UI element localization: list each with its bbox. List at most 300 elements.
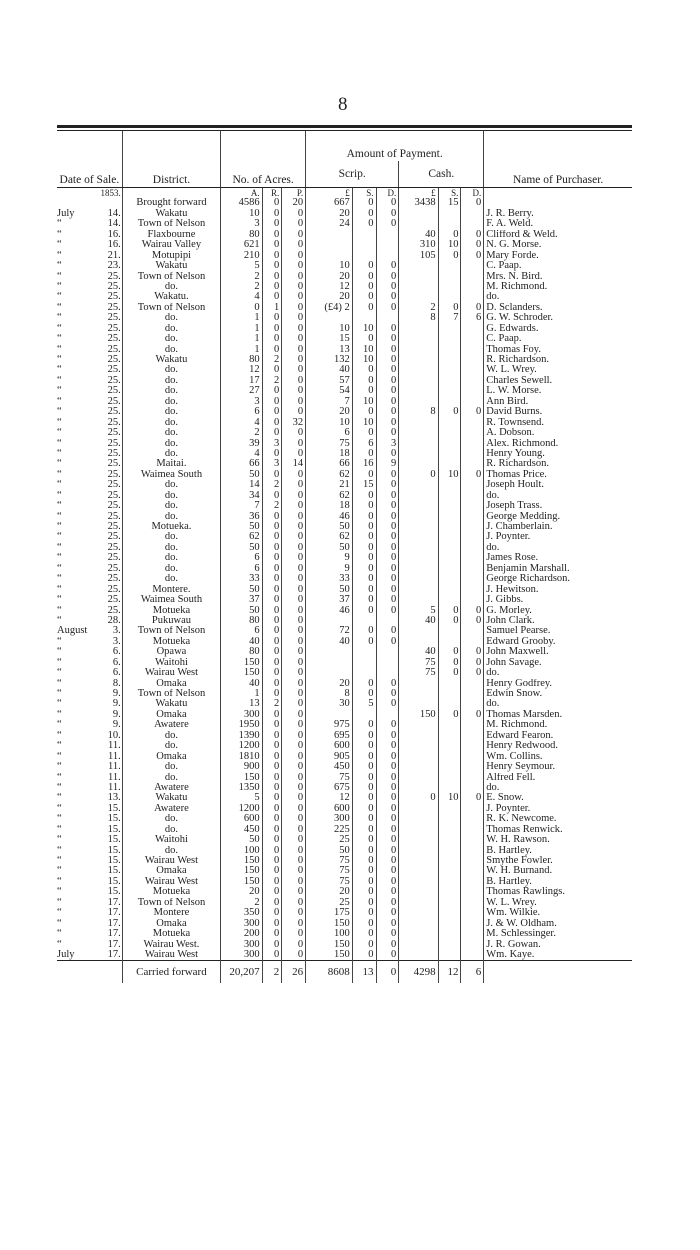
- scrip-pounds-cell: 20: [306, 209, 353, 219]
- acres-cell: 2: [221, 428, 262, 438]
- cash-shillings-cell: [438, 866, 461, 876]
- perches-cell: 0: [282, 209, 306, 219]
- scrip-shillings-cell: 0: [352, 835, 376, 845]
- purchaser-cell: Henry Seymour.: [484, 762, 632, 772]
- purchaser-cell: Alex. Richmond.: [484, 439, 632, 449]
- cash-shillings-cell: [438, 564, 461, 574]
- acres-cell: 39: [221, 439, 262, 449]
- scrip-pence-cell: [376, 230, 399, 240]
- acres-cell: 6: [221, 564, 262, 574]
- cash-pence-cell: [461, 866, 484, 876]
- scrip-pence-cell: 0: [376, 209, 399, 219]
- acres-cell: 4: [221, 418, 262, 428]
- acres-cell: 1: [221, 689, 262, 699]
- sale-day: 6.: [112, 647, 121, 658]
- roods-cell: 2: [262, 480, 282, 490]
- scrip-shillings-cell: 0: [352, 595, 376, 605]
- cash-pounds-cell: [399, 856, 438, 866]
- sale-month: “: [57, 501, 62, 512]
- acres-cell: 27: [221, 386, 262, 396]
- sale-row: [57, 480, 632, 490]
- scrip-pounds-cell: 18: [306, 501, 353, 511]
- sale-month: “: [57, 313, 62, 324]
- sale-month: “: [57, 396, 62, 407]
- district-cell: Town of Nelson: [122, 626, 220, 636]
- sale-month: “: [57, 219, 62, 230]
- perches-cell: 0: [282, 814, 306, 824]
- roods-cell: 0: [262, 585, 282, 595]
- sale-row: [57, 522, 632, 532]
- sale-month: “: [57, 689, 62, 699]
- cash-pence-cell: [461, 334, 484, 344]
- roods-cell: 0: [262, 209, 282, 219]
- acres-cell: 3: [221, 397, 262, 407]
- purchaser-cell: Thomas Foy.: [484, 345, 632, 355]
- sale-month: “: [57, 563, 62, 574]
- roods-cell: 0: [262, 846, 282, 856]
- scrip-pence-cell: 0: [376, 741, 399, 751]
- roods-cell: 0: [262, 793, 282, 803]
- perches-cell: 0: [282, 365, 306, 375]
- district-cell: Pukuwau: [122, 616, 220, 626]
- cash-shillings-cell: 0: [438, 668, 461, 678]
- scrip-pence-cell: [376, 240, 399, 250]
- scrip-pence-cell: [376, 710, 399, 720]
- purchaser-cell: Henry Godfrey.: [484, 679, 632, 689]
- cash-pounds-cell: 0: [399, 470, 438, 480]
- perches-cell: 0: [282, 501, 306, 511]
- purchaser-cell: Samuel Pearse.: [484, 626, 632, 636]
- sale-date: [57, 919, 122, 929]
- perches-cell: 0: [282, 543, 306, 553]
- cash-pence-cell: [461, 418, 484, 428]
- sale-row: [57, 741, 632, 751]
- scrip-pence-cell: 0: [376, 512, 399, 522]
- bf-acres: 4586: [221, 198, 262, 208]
- acres-cell: 34: [221, 491, 262, 501]
- cash-pounds-cell: [399, 679, 438, 689]
- header-purchaser: Name of Purchaser.: [484, 131, 632, 187]
- cash-shillings-cell: [438, 574, 461, 584]
- sale-date: [57, 564, 122, 574]
- cash-pence-cell: 0: [461, 470, 484, 480]
- sale-day: 25.: [107, 574, 121, 585]
- scrip-pounds-cell: 10: [306, 418, 353, 428]
- sale-day: 9.: [112, 689, 121, 699]
- scrip-shillings-cell: 0: [352, 449, 376, 459]
- perches-cell: 0: [282, 470, 306, 480]
- unit-scrip-pence: D.: [376, 188, 399, 199]
- scrip-pounds-cell: 21: [306, 480, 353, 490]
- scrip-shillings-cell: 0: [352, 741, 376, 751]
- acres-cell: 80: [221, 230, 262, 240]
- roods-cell: 2: [262, 376, 282, 386]
- acres-cell: 1200: [221, 741, 262, 751]
- sale-date: [57, 428, 122, 438]
- sale-row: [57, 386, 632, 396]
- cash-pounds-cell: 8: [399, 407, 438, 417]
- sale-date: [57, 731, 122, 741]
- cash-shillings-cell: [438, 282, 461, 292]
- cash-shillings-cell: 0: [438, 710, 461, 720]
- roods-cell: 0: [262, 386, 282, 396]
- unit-acres: A.: [221, 188, 262, 199]
- perches-cell: 0: [282, 595, 306, 605]
- purchaser-cell: J. & W. Oldham.: [484, 919, 632, 929]
- cash-shillings-cell: [438, 219, 461, 229]
- sale-day: 15.: [107, 866, 121, 877]
- roods-cell: 0: [262, 908, 282, 918]
- scrip-pence-cell: 0: [376, 898, 399, 908]
- district-cell: do.: [122, 334, 220, 344]
- sale-month: “: [57, 887, 62, 898]
- roods-cell: 0: [262, 606, 282, 616]
- purchaser-cell: do.: [484, 292, 632, 302]
- scrip-pence-cell: 0: [376, 355, 399, 365]
- cash-pence-cell: [461, 501, 484, 511]
- roods-cell: 0: [262, 887, 282, 897]
- scrip-pence-cell: 0: [376, 793, 399, 803]
- scrip-pounds-cell: 905: [306, 752, 353, 762]
- roods-cell: 2: [262, 355, 282, 365]
- sale-month: “: [57, 678, 62, 689]
- acres-cell: 600: [221, 814, 262, 824]
- cash-shillings-cell: [438, 689, 461, 699]
- cash-shillings-cell: 0: [438, 606, 461, 616]
- table-body: [57, 188, 632, 961]
- scrip-shillings-cell: 6: [352, 439, 376, 449]
- sale-month: “: [57, 908, 62, 919]
- sale-row: [57, 313, 632, 323]
- scrip-pounds-cell: 72: [306, 626, 353, 636]
- sale-month: “: [57, 511, 62, 522]
- sale-row: [57, 449, 632, 459]
- roods-cell: 0: [262, 856, 282, 866]
- sale-row: [57, 825, 632, 835]
- cash-pounds-cell: [399, 689, 438, 699]
- acres-cell: 40: [221, 679, 262, 689]
- sale-date: [57, 658, 122, 668]
- sale-month: “: [57, 814, 62, 825]
- scrip-pounds-cell: 300: [306, 814, 353, 824]
- scrip-shillings-cell: 0: [352, 762, 376, 772]
- district-cell: Town of Nelson: [122, 303, 220, 313]
- units-row: [57, 188, 632, 199]
- sale-date: [57, 773, 122, 783]
- scrip-pounds-cell: 50: [306, 585, 353, 595]
- roods-cell: 0: [262, 835, 282, 845]
- sale-day: 25.: [107, 292, 121, 303]
- perches-cell: 0: [282, 553, 306, 563]
- scrip-pence-cell: 0: [376, 950, 399, 961]
- roods-cell: 0: [262, 647, 282, 657]
- scrip-pounds-cell: 46: [306, 606, 353, 616]
- cash-pounds-cell: [399, 940, 438, 950]
- sale-row: [57, 846, 632, 856]
- cash-shillings-cell: [438, 209, 461, 219]
- acres-cell: 5: [221, 793, 262, 803]
- cash-pence-cell: 0: [461, 616, 484, 626]
- scrip-shillings-cell: [352, 240, 376, 250]
- sale-day: 25.: [107, 355, 121, 365]
- sale-day: 25.: [107, 271, 121, 282]
- sale-month: August: [57, 626, 88, 637]
- roods-cell: 0: [262, 397, 282, 407]
- cash-pence-cell: [461, 543, 484, 553]
- scrip-pence-cell: 0: [376, 522, 399, 532]
- cash-pence-cell: [461, 908, 484, 918]
- cash-pounds-cell: [399, 866, 438, 876]
- cash-pence-cell: [461, 689, 484, 699]
- sale-day: 25.: [107, 595, 121, 606]
- sale-month: “: [57, 584, 62, 595]
- sale-row: [57, 929, 632, 939]
- cash-pence-cell: 0: [461, 710, 484, 720]
- scrip-pounds-cell: 40: [306, 637, 353, 647]
- cash-shillings-cell: [438, 553, 461, 563]
- cash-pounds-cell: 75: [399, 668, 438, 678]
- bf-cash-pounds: 3438: [399, 198, 438, 208]
- scrip-pounds-cell: 20: [306, 292, 353, 302]
- district-cell: Montere: [122, 908, 220, 918]
- scrip-pounds-cell: 15: [306, 334, 353, 344]
- roods-cell: 2: [262, 501, 282, 511]
- sale-date: [57, 908, 122, 918]
- sale-row: [57, 303, 632, 313]
- sale-day: 25.: [107, 490, 121, 501]
- scrip-pence-cell: 0: [376, 334, 399, 344]
- perches-cell: 0: [282, 292, 306, 302]
- scrip-shillings-cell: [352, 313, 376, 323]
- top-rule: [57, 125, 632, 128]
- cash-shillings-cell: 0: [438, 407, 461, 417]
- sale-date: [57, 783, 122, 793]
- district-cell: do.: [122, 825, 220, 835]
- cash-pounds-cell: [399, 209, 438, 219]
- sale-day: 25.: [107, 522, 121, 532]
- scrip-pence-cell: 0: [376, 752, 399, 762]
- sale-month: “: [57, 428, 62, 439]
- scrip-pounds-cell: 8: [306, 689, 353, 699]
- scrip-pence-cell: 0: [376, 292, 399, 302]
- cash-shillings-cell: [438, 731, 461, 741]
- cash-shillings-cell: [438, 720, 461, 730]
- sale-month: “: [57, 490, 62, 501]
- sale-row: [57, 532, 632, 542]
- acres-cell: 150: [221, 658, 262, 668]
- cash-pence-cell: [461, 825, 484, 835]
- scrip-pounds-cell: 75: [306, 866, 353, 876]
- cash-shillings-cell: [438, 376, 461, 386]
- acres-cell: 0: [221, 303, 262, 313]
- sale-day: 15.: [107, 814, 121, 825]
- scrip-pence-cell: 0: [376, 731, 399, 741]
- purchaser-cell: M. Schlessinger.: [484, 929, 632, 939]
- acres-cell: 33: [221, 574, 262, 584]
- sale-day: 25.: [107, 469, 121, 480]
- sale-day: 8.: [112, 678, 121, 689]
- scrip-shillings-cell: [352, 616, 376, 626]
- cash-pounds-cell: 5: [399, 606, 438, 616]
- cash-pence-cell: 0: [461, 647, 484, 657]
- acres-cell: 2: [221, 272, 262, 282]
- acres-cell: 1: [221, 324, 262, 334]
- header-district: District.: [122, 131, 220, 187]
- sale-day: 15.: [107, 824, 121, 835]
- cf-scrip-pence: 0: [376, 961, 399, 984]
- cash-pounds-cell: [399, 762, 438, 772]
- cash-pounds-cell: [399, 637, 438, 647]
- cash-shillings-cell: [438, 856, 461, 866]
- sale-day: 25.: [107, 407, 121, 418]
- cash-pence-cell: 6: [461, 313, 484, 323]
- sale-row: [57, 887, 632, 897]
- cash-shillings-cell: 0: [438, 230, 461, 240]
- sale-date: [57, 616, 122, 626]
- cash-pounds-cell: [399, 324, 438, 334]
- roods-cell: 0: [262, 877, 282, 887]
- purchaser-cell: G. Edwards.: [484, 324, 632, 334]
- sale-row: [57, 251, 632, 261]
- perches-cell: 0: [282, 679, 306, 689]
- sale-month: “: [57, 929, 62, 940]
- cash-pence-cell: [461, 919, 484, 929]
- purchaser-cell: W. H. Burnand.: [484, 866, 632, 876]
- roods-cell: 3: [262, 439, 282, 449]
- acres-cell: 6: [221, 553, 262, 563]
- perches-cell: 0: [282, 898, 306, 908]
- bf-roods: 0: [262, 198, 282, 208]
- scrip-pence-cell: 0: [376, 699, 399, 709]
- scrip-pounds-cell: 62: [306, 491, 353, 501]
- acres-cell: 1390: [221, 731, 262, 741]
- cash-pence-cell: 0: [461, 240, 484, 250]
- sale-date: [57, 324, 122, 334]
- roods-cell: 0: [262, 251, 282, 261]
- cash-shillings-cell: [438, 428, 461, 438]
- cash-pounds-cell: [399, 595, 438, 605]
- acres-cell: 300: [221, 710, 262, 720]
- cash-pence-cell: [461, 282, 484, 292]
- sale-date: [57, 553, 122, 563]
- cash-pounds-cell: 150: [399, 710, 438, 720]
- purchaser-cell: Joseph Hoult.: [484, 480, 632, 490]
- scrip-pence-cell: 0: [376, 773, 399, 783]
- roods-cell: 0: [262, 710, 282, 720]
- scrip-shillings-cell: 0: [352, 543, 376, 553]
- scrip-shillings-cell: 0: [352, 689, 376, 699]
- sale-row: [57, 240, 632, 250]
- sale-date: [57, 543, 122, 553]
- cash-pence-cell: [461, 512, 484, 522]
- unit-roods: R.: [262, 188, 282, 199]
- scrip-pence-cell: 0: [376, 626, 399, 636]
- sale-day: 9.: [112, 699, 121, 710]
- scrip-shillings-cell: 5: [352, 699, 376, 709]
- purchaser-cell: John Clark.: [484, 616, 632, 626]
- sale-date: [57, 230, 122, 240]
- cf-acres: 20,207: [221, 961, 262, 984]
- sale-date: [57, 292, 122, 302]
- sale-month: “: [57, 647, 62, 658]
- scrip-pence-cell: 0: [376, 501, 399, 511]
- perches-cell: 0: [282, 261, 306, 271]
- perches-cell: 0: [282, 230, 306, 240]
- scrip-pence-cell: 0: [376, 825, 399, 835]
- cash-pence-cell: [461, 595, 484, 605]
- perches-cell: 0: [282, 731, 306, 741]
- perches-cell: 0: [282, 762, 306, 772]
- scrip-pounds-cell: 7: [306, 397, 353, 407]
- roods-cell: 0: [262, 929, 282, 939]
- acres-cell: 150: [221, 773, 262, 783]
- sale-day: 25.: [107, 480, 121, 491]
- purchaser-cell: M. Richmond.: [484, 720, 632, 730]
- cash-pounds-cell: [399, 919, 438, 929]
- scrip-pence-cell: 0: [376, 480, 399, 490]
- sale-day: 25.: [107, 563, 121, 574]
- year-cell: 1853.: [100, 188, 121, 198]
- sale-day: 15.: [107, 803, 121, 814]
- scrip-shillings-cell: 0: [352, 908, 376, 918]
- cash-shillings-cell: [438, 804, 461, 814]
- district-cell: Awatere: [122, 720, 220, 730]
- scrip-pounds-cell: 20: [306, 272, 353, 282]
- sale-day: 9.: [112, 720, 121, 731]
- district-cell: Motueka: [122, 637, 220, 647]
- cash-pence-cell: [461, 856, 484, 866]
- unit-cash-pence: D.: [461, 188, 484, 199]
- cash-pounds-cell: [399, 908, 438, 918]
- scrip-pounds-cell: 62: [306, 470, 353, 480]
- scrip-shillings-cell: 10: [352, 345, 376, 355]
- purchaser-cell: Edward Grooby.: [484, 637, 632, 647]
- cash-pence-cell: [461, 532, 484, 542]
- sale-day: 15.: [107, 835, 121, 846]
- district-cell: Wakatu: [122, 261, 220, 271]
- sale-date: [57, 585, 122, 595]
- sale-month: “: [57, 835, 62, 846]
- roods-cell: 0: [262, 365, 282, 375]
- cash-shillings-cell: [438, 908, 461, 918]
- purchaser-cell: do.: [484, 543, 632, 553]
- cash-pence-cell: [461, 553, 484, 563]
- cash-pounds-cell: [399, 522, 438, 532]
- scrip-shillings-cell: [352, 251, 376, 261]
- scrip-shillings-cell: 15: [352, 480, 376, 490]
- purchaser-cell: W. L. Wrey.: [484, 365, 632, 375]
- district-cell: Town of Nelson: [122, 219, 220, 229]
- header-scrip: Scrip.: [306, 161, 399, 187]
- scrip-shillings-cell: 0: [352, 637, 376, 647]
- cash-shillings-cell: [438, 940, 461, 950]
- cash-pence-cell: [461, 355, 484, 365]
- scrip-shillings-cell: 0: [352, 825, 376, 835]
- scrip-pounds-cell: 25: [306, 835, 353, 845]
- bf-cash-shillings: 15: [438, 198, 461, 208]
- perches-cell: 0: [282, 825, 306, 835]
- sale-month: “: [57, 553, 62, 564]
- perches-cell: 0: [282, 710, 306, 720]
- cash-shillings-cell: [438, 825, 461, 835]
- cash-shillings-cell: [438, 324, 461, 334]
- sale-date: [57, 929, 122, 939]
- scrip-pence-cell: 0: [376, 835, 399, 845]
- cash-pence-cell: [461, 940, 484, 950]
- sale-month: “: [57, 897, 62, 908]
- scrip-pence-cell: 0: [376, 877, 399, 887]
- sale-row: [57, 345, 632, 355]
